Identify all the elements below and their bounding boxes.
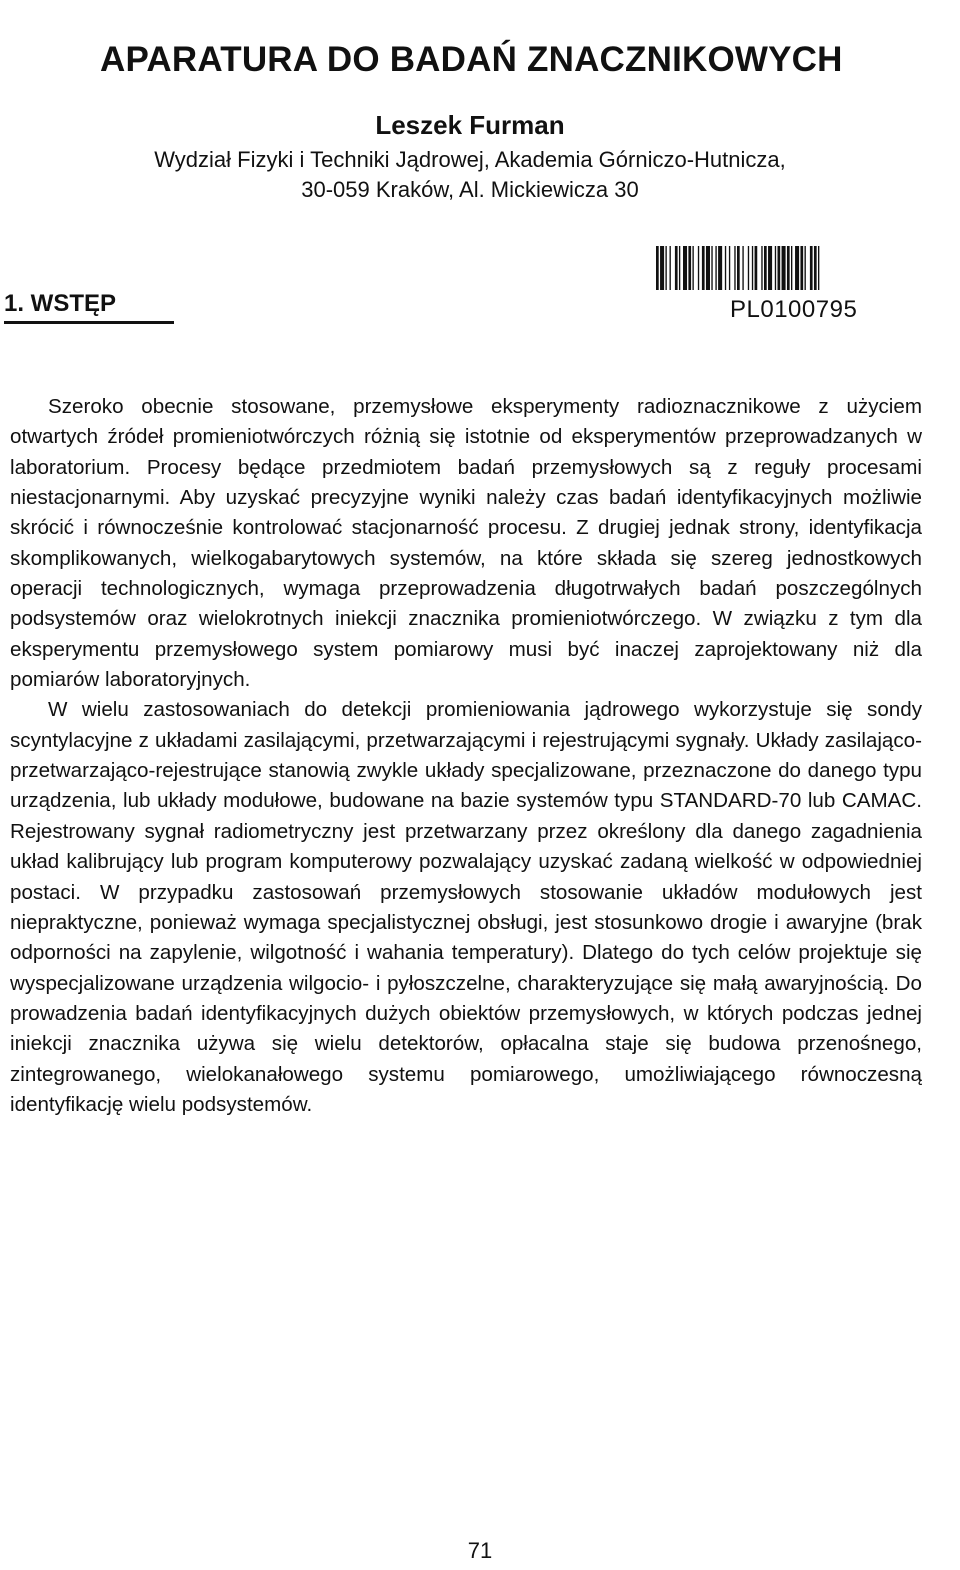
barcode-bar [702,246,705,290]
paragraph-1: Szeroko obecnie stosowane, przemysłowe eksperymenty radioznacznikowe z użyciem otwartych źródeł promieniotwórczych różnią się istotnie od eksperymentów przeprowadzanych w laboratorium. Procesy będące przedmiotem badań przemysłowych są z reguły procesami niestacjonarnymi. Aby uzyskać precyzyjne wyniki należy czas badań identyfikacyjnych możliwie skrócić i równocześnie kontrolować stacjonarność procesu. Z drugiej jednak strony, identyfikacja skomplikowanych, wielkogabarytowych systemów, na które składa się szereg jednostkowych operacji technologicznych, wymaga przeprowadzenia długotrwałych badań poszczególnych podsystemów oraz wielokrotnych iniekcji znacznika promieniotwórczego. W związku z tym dla eksperymentu przemysłowego system pomiarowy musi być inaczej zaprojektowany niż dla pomiarów laboratoryjnych. [10,395,922,692]
barcode-bar [778,246,781,290]
page-number: 71 [467,1538,493,1563]
barcode-bar [764,246,767,290]
body-text [10,392,922,1120]
section-heading: 1. WSTĘP [4,290,174,324]
barcode-bar [814,246,817,290]
barcode-bar [748,246,749,290]
barcode-bar [737,246,740,290]
barcode-bar [683,246,687,290]
barcode-bar [755,246,758,290]
paragraph-2: W wielu zastosowaniach do detekcji promieniowania jądrowego wykorzystuje się sondy scyntylacyjne z układami zasilającymi, przetwarzającymi i rejestrującymi sygnały. Układy zasilająco-przetwarzająco-rejestrujące stanowią zwykle układy specjalizowane, przeznaczone do danego typu urządzenia, lub układy modułowe, budowane na bazie systemów typu STANDARD-70 lub CAMAC. Rejestrowany sygnał radiometryczny jest przetwarzany przez określony dla danego zagadnienia układ kalibrujący lub program komputerowy pozwalający uzyskać zadaną wielkość w odpowiedniej postaci. W przypadku zastosowań przemysłowych stosowanie układów modułowych jest niepraktyczne, ponieważ wymaga specjalistycznej obsługi, jest stosunkowo drogie i awaryjne (brak odporności na zapylenie, wilgotność i wahania temperatury). Dlatego do tych celów projektuje się wyspecjalizowane urządzenia wilgocio- i pyłoszczelne, charakteryzujące się małą awaryjnością. Do prowadzenia badań identyfikacyjnych dużych obiektów przemysłowych, w których podczas jednej iniekcji znacznika używa się wielu detektorów, opłacalna staje się budowa przenośnego, zintegrowanego, wielokanałowego systemu pomiarowego, umożliwiającego równoczesną identyfikację wielu podsystemów. [10,698,922,1116]
author-name: Leszek Furman [375,110,565,140]
barcode-bar [688,246,691,290]
affiliation-line-1: Wydział Fizyki i Techniki Jądrowej, Akademia Górniczo-Hutnicza, [154,147,786,172]
barcode-bar [660,246,664,290]
barcode-bar [818,246,819,290]
barcode-bar [768,246,772,290]
barcode-bar [805,246,806,290]
barcode-bar [706,246,710,290]
barcode-bar [787,246,790,290]
barcode-bar [761,246,762,290]
paper-title: APARATURA DO BADAŃ ZNACZNIKOWYCH [100,40,843,79]
barcode-bar [800,246,803,290]
barcode-bar [752,246,753,290]
barcode-bar [665,246,666,290]
barcode-bar [715,246,716,290]
barcode-bar [656,246,659,290]
report-id: PL0100795 [730,296,858,323]
barcode-bar [795,246,799,290]
barcode [656,246,956,290]
barcode-bar [675,246,678,290]
barcode-bar [711,246,712,290]
barcode-bar [810,246,813,290]
barcode-bar [718,246,722,290]
barcode-bar [742,246,743,290]
affiliation-line-2: 30-059 Kraków, Al. Mickiewicza 30 [301,177,639,202]
barcode-bar [679,246,680,290]
barcode-bar [791,246,792,290]
barcode-bar [734,246,735,290]
barcode-bar [670,246,671,290]
barcode-bar [729,246,730,290]
barcode-bar [692,246,693,290]
barcode-bar [725,246,726,290]
barcode-bar [775,246,776,290]
barcode-bar [698,246,699,290]
barcode-bar [782,246,786,290]
